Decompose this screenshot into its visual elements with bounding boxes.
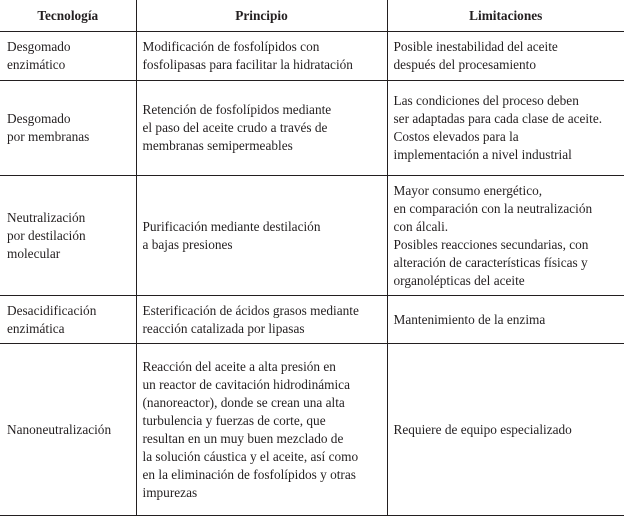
cell-text: Desgomado enzimático <box>7 38 136 74</box>
cell-tecnologia <box>0 32 136 81</box>
table-row <box>0 176 624 296</box>
header-limitaciones: Limitaciones <box>387 0 624 32</box>
cell-limitaciones <box>387 81 624 176</box>
table-row <box>0 344 624 516</box>
cell-tecnologia <box>0 81 136 176</box>
cell-principio <box>136 176 387 296</box>
header-principio: Principio <box>136 0 387 32</box>
cell-text: Nanoneutralización <box>7 421 136 439</box>
cell-text: Posible inestabilidad del aceite después del procesamiento <box>394 38 624 74</box>
cell-tecnologia <box>0 176 136 296</box>
cell-text: Retención de fosfolípidos mediante el paso del aceite crudo a través de membranas semipermeables <box>143 101 387 155</box>
cell-text: Purificación mediante destilación a bajas presiones <box>143 218 387 254</box>
cell-text: Requiere de equipo especializado <box>394 421 624 439</box>
header-tecnologia: Tecnología <box>0 0 136 32</box>
table-row <box>0 81 624 176</box>
cell-limitaciones <box>387 344 624 516</box>
cell-limitaciones <box>387 176 624 296</box>
cell-principio <box>136 296 387 344</box>
cell-principio <box>136 32 387 81</box>
cell-tecnologia <box>0 296 136 344</box>
cell-tecnologia <box>0 344 136 516</box>
cell-text: Reacción del aceite a alta presión en un reactor de cavitación hidrodinámica (nanoreactor), donde se crean una alta turbulencia y fuerzas de corte, que resultan en un muy buen mezclado de la solución cáustica y el aceite, así como en la eliminación de fosfolípidos y otras impurezas <box>143 358 387 502</box>
cell-text: Modificación de fosfolípidos con fosfolipasas para facilitar la hidratación <box>143 38 387 74</box>
cell-limitaciones <box>387 296 624 344</box>
table-row <box>0 296 624 344</box>
cell-principio <box>136 81 387 176</box>
cell-text: Desgomado por membranas <box>7 110 136 146</box>
cell-text: Las condiciones del proceso deben ser adaptadas para cada clase de aceite. Costos elevados para la implementación a nivel industrial <box>394 92 624 164</box>
cell-limitaciones <box>387 32 624 81</box>
cell-text: Neutralización por destilación molecular <box>7 209 136 263</box>
header-row <box>0 0 624 32</box>
cell-text: Mayor consumo energético, en comparación con la neutralización con álcali. Posibles reacciones secundarias, con alteración de características físicas y organolépticas del aceite <box>394 182 624 290</box>
cell-text: Mantenimiento de la enzima <box>394 311 624 329</box>
cell-text: Esterificación de ácidos grasos mediante reacción catalizada por lipasas <box>143 302 387 338</box>
cell-principio <box>136 344 387 516</box>
cell-text: Desacidificación enzimática <box>7 302 136 338</box>
table-row <box>0 32 624 81</box>
